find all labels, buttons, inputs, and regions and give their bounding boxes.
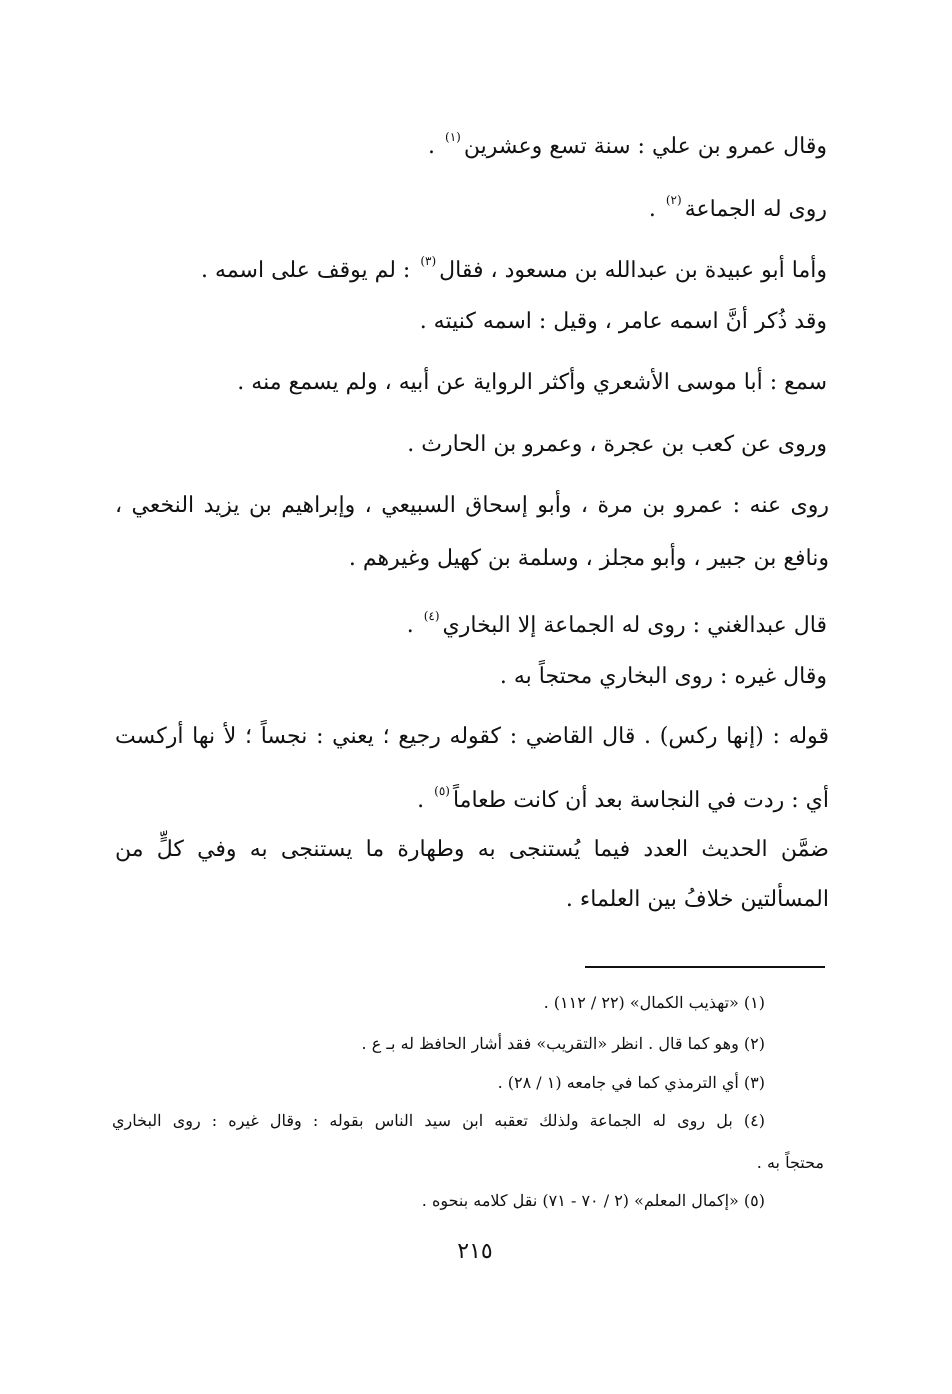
body-line: وقال عمرو بن علي : سنة تسع وعشرين$^{(١)}$ . [428, 130, 827, 159]
footnote-ref: (٢) [665, 193, 682, 207]
body-line: وقال غيره : روى البخاري محتجاً به . [499, 664, 827, 689]
footnote: (٣) أي الترمذي كما في جامعه (١ / ٢٨) . [497, 1073, 765, 1092]
footnote-continuation: محتجاً به . [756, 1153, 824, 1172]
footnote: (٤) بل روى له الجماعة ولذلك تعقبه ابن سيد الناس بقوله : وقال غيره : روى البخاري [112, 1111, 765, 1130]
footnote: (٥) «إكمال المعلم» (٢ / ٧٠ - ٧١) نقل كلامه بنحوه . [421, 1191, 765, 1210]
footnote-ref: (٤) [423, 609, 440, 623]
body-line: المسألتين خلافُ بين العلماء . [565, 887, 829, 912]
body-line: ضمَّن الحديث العدد فيما يُستنجى به وطهارة ما يستنجى به وفي كلٍّ من [115, 837, 829, 862]
body-line: روى له الجماعة$^{(٢)}$ . [648, 193, 827, 222]
body-line: روى عنه : عمرو بن مرة ، وأبو إسحاق السبيعي ، وإبراهيم بن يزيد النخعي ، [115, 493, 829, 518]
page-number: ٢١٥ [457, 1239, 493, 1264]
footnote-ref: (٥) [434, 784, 450, 798]
body-line: قوله : (إنها ركس) . قال القاضي : كقوله رجيع ؛ يعني : نجساً ؛ لأ نها أركست [115, 724, 829, 749]
footnote: (٢) وهو كما قال . انظر «التقريب» فقد أشار الحافظ له بـ ع . [361, 1034, 765, 1053]
body-line: وروى عن كعب بن عجرة ، وعمرو بن الحارث . [407, 432, 827, 457]
footnote-divider [585, 966, 825, 968]
body-line: ونافع بن جبير ، وأبو مجلز ، وسلمة بن كهيل وغيرهم . [348, 546, 829, 571]
footnote-ref: (٣) [420, 254, 437, 268]
footnote: (١) «تهذيب الكمال» (٢٢ / ١١٢) . [543, 993, 765, 1012]
body-line: أي : ردت في النجاسة بعد أن كانت طعاماً$^{(٥)}$ . [417, 784, 829, 813]
body-line: وأما أبو عبيدة بن عبدالله بن مسعود ، فقال$^{(٣)}$ : لم يوقف على اسمه . [201, 254, 827, 283]
footnote-ref: (١) [445, 130, 461, 144]
body-line: وقد ذُكر أنَّ اسمه عامر ، وقيل : اسمه كنيته . [419, 309, 827, 334]
body-line: قال عبدالغني : روى له الجماعة إلا البخاري$^{(٤)}$ . [406, 609, 827, 638]
body-line: سمع : أبا موسى الأشعري وأكثر الرواية عن أبيه ، ولم يسمع منه . [237, 370, 827, 395]
